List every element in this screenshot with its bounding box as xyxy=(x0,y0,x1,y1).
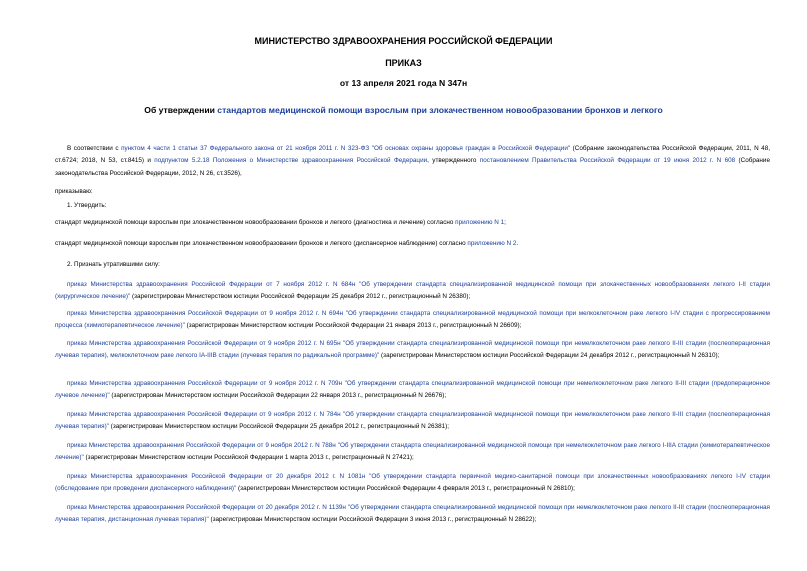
revoked-order-tail: (зарегистрирован Министерством юстиции Российской Федерации 22 января 2013 г., регистрационный N 26676); xyxy=(109,392,447,400)
revoked-order xyxy=(55,279,770,304)
revoked-order-link[interactable]: приказ Министерства здравоохранения Российской Федерации от 20 декабря 2012 г. N 1081н "Об утверждении стандарта первичной медико-санитарной помощи при злокачественных новообразованиях легкого I-IV стадии (обследование при проведении диспансерного наблюдения)" xyxy=(55,473,770,493)
revoked-order-tail: (зарегистрирован Министерством юстиции Российской Федерации 24 декабря 2012 г., регистрационный N 26310); xyxy=(379,352,720,360)
subject-prefix: Об утверждении xyxy=(144,105,218,115)
revoked-order-link[interactable]: приказ Министерства здравоохранения Российской Федерации от 9 ноября 2012 г. N 695н "Об утверждении стандарта специализированной медицинской помощи при немелкоклеточном раке легкого II-III стадии (послеоперационная лучевая терапия), мелкоклеточном раке легкого IA-IIIB стадии (лучевая терапия по радикальной программе)" xyxy=(55,340,770,360)
standard-2 xyxy=(55,238,770,250)
revoked-order-link[interactable]: приказ Министерства здравоохранения Российской Федерации от 9 ноября 2012 г. N 784н "Об утверждении стандарта специализированной медицинской помощи при немелкоклеточном раке легкого II-III стадии (послеоперационная лучевая терапия)" xyxy=(55,411,770,431)
intro-text-1: В соответствии с xyxy=(67,145,122,152)
revoked-order-link[interactable]: приказ Министерства здравоохранения Российской Федерации от 9 ноября 2012 г. N 694н "Об утверждении стандарта специализированной медицинской помощи при мелкоклеточном раке легкого I-IV стадии с прогрессированием процесса (химиотерапевтическое лечение)" xyxy=(55,310,770,330)
doc-subject xyxy=(0,105,807,115)
item-2: 2. Признать утратившими силу: xyxy=(67,261,160,268)
revoked-order-tail: (зарегистрирован Министерством юстиции Российской Федерации 25 декабря 2012 г., регистрационный N 26381); xyxy=(108,423,449,431)
revoked-order xyxy=(55,378,770,403)
revoked-order xyxy=(55,409,770,434)
intro-paragraph xyxy=(55,143,770,180)
revoked-order xyxy=(55,308,770,333)
revoked-order-tail: (зарегистрирован Министерством юстиции Российской Федерации 4 февраля 2013 г., регистрационный N 26810); xyxy=(236,485,575,493)
subject-link[interactable]: стандартов медицинской помощи взрослым при злокачественном новообразовании бронхов и легкого xyxy=(217,105,663,115)
standard-1-tail: ; xyxy=(504,219,506,226)
revoked-order-tail: (зарегистрирован Министерством юстиции Российской Федерации 25 декабря 2012 г., регистрационный N 26380); xyxy=(130,293,471,301)
appendix-2-link[interactable]: приложению N 2 xyxy=(467,240,517,247)
appendix-1-link[interactable]: приложению N 1 xyxy=(455,219,505,226)
standard-1 xyxy=(55,217,770,229)
revoked-order-link[interactable]: приказ Министерства здравоохранения Российской Федерации от 7 ноября 2012 г. N 684н "Об утверждении стандарта специализированной медицинской помощи при злокачественных новообразованиях легкого I-II стадии (хирургическое лечение)" xyxy=(55,281,770,301)
regulation-link[interactable]: подпунктом 5.2.18 Положения о Министерстве здравоохранения Российской Федерации xyxy=(154,157,428,165)
intro-text-4: (Собрание законодательства Российской Федерации, 2012, N 26, ст.3526), xyxy=(55,157,770,177)
ministry-title: МИНИСТЕРСТВО ЗДРАВООХРАНЕНИЯ РОССИЙСКОЙ ФЕДЕРАЦИИ xyxy=(254,36,553,46)
standard-2-tail: . xyxy=(516,240,519,247)
standard-1-text: стандарт медицинской помощи взрослым при злокачественном новообразовании бронхов и легкого (диагностика и лечение) согласно xyxy=(55,219,456,226)
decree-link[interactable]: постановлением Правительства Российской Федерации от 19 июня 2012 г. N 608 xyxy=(479,157,736,165)
revoked-order xyxy=(55,338,770,363)
revoked-order-tail: (зарегистрирован Министерством юстиции Российской Федерации 1 марта 2013 г., регистрационный N 27421); xyxy=(83,454,414,462)
revoked-order-link[interactable]: приказ Министерства здравоохранения Российской Федерации от 9 ноября 2012 г. N 709н "Об утверждении стандарта специализированной медицинской помощи при немелкоклеточном раке легкого II-III стадии (предоперационное лучевое лечение)" xyxy=(55,380,770,400)
law-link[interactable]: пунктом 4 части 1 статьи 37 Федерального закона от 21 ноября 2011 г. N 323-ФЗ "Об основах охраны здоровья граждан в Российской Федерации" xyxy=(121,145,571,152)
item-1: 1. Утвердить: xyxy=(67,202,107,209)
revoked-order xyxy=(55,502,770,527)
standard-2-text: стандарт медицинской помощи взрослым при злокачественном новообразовании бронхов и легкого (диспансерное наблюдение) согласно xyxy=(55,240,468,247)
revoked-order-tail: (зарегистрирован Министерством юстиции Российской Федерации 21 января 2013 г., регистрационный N 26609); xyxy=(184,322,522,330)
revoked-order xyxy=(55,440,770,465)
revoked-order-link[interactable]: приказ Министерства здравоохранения Российской Федерации от 9 ноября 2012 г. N 788н "Об утверждении стандарта специализированной медицинской помощи при немелкоклеточном раке легкого I-IIIA стадии (химиотерапевтическое лечение)" xyxy=(55,442,770,462)
order-word: приказываю: xyxy=(55,188,93,195)
intro-text-2: (Собрание законодательства Российской Федерации, 2011, N 48, ст.6724; 2018, N 53, ст.8415) и xyxy=(55,145,770,165)
revoked-order xyxy=(55,471,770,496)
intro-text-3: , утвержденного xyxy=(427,157,480,165)
revoked-order-link[interactable]: приказ Министерства здравоохранения Российской Федерации от 20 декабря 2012 г. N 1139н "Об утверждении стандарта специализированной медицинской помощи при немелкоклеточном раке легкого II-III стадии (послеоперационная лучевая терапия, дистанционная лучевая терапия)" xyxy=(55,504,770,524)
doc-type: ПРИКАЗ xyxy=(385,58,422,68)
doc-date: от 13 апреля 2021 года N 347н xyxy=(339,78,468,88)
revoked-order-tail: (зарегистрирован Министерством юстиции Российской Федерации 3 июня 2013 г., регистрационный N 28622); xyxy=(208,516,537,524)
